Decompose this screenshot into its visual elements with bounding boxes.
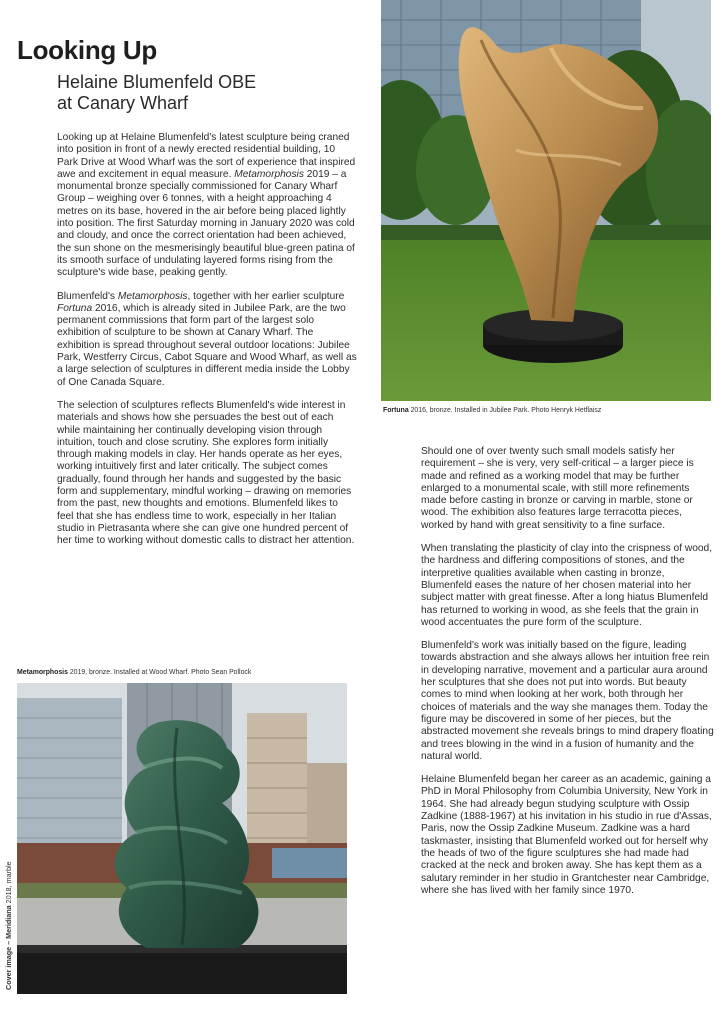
metamorphosis-photo xyxy=(17,683,347,994)
paragraph: When translating the plasticity of clay into the crispness of wood, the hardness and differing compositions of stones, and the interpretive qualities available when casting in bronze, Blumenfeld eases the nature of her chosen material into her subject matter with great finesse. After a long hiatus Blumenfeld has returned to working in wood, as she feels that the grain in wood accentuates the pure form of the sculpture. xyxy=(421,543,713,628)
text-run: 2016, which is already sited in Jubilee Park, are the two permanent commissions that form part of the largest solo exhibition of sculpture to be shown at Canary Wharf. The exhibition is spread throughout several outdoor locations: Jubilee Park, Westferry Circus, Cabot Square and Wood Wharf, as well as a large selection of sculptures in different media inside the Lobby of One Canada Square. xyxy=(57,302,357,388)
text-run: 2019 – a monumental bronze specially commissioned for Canary Wharf Group – weighing over 6 tonnes, with a height approaching 4 metres on its base, hovered in the air before being placed lightly into position. The first Saturday morning in January 2020 was cold and cloudy, and once the correct orientation had been achieved, the sun shone on the mesmerisingly beautiful blue-green patina of its smooth surface of undulating layered forms rising from the sculpture's wide base, peaking gently. xyxy=(57,168,355,279)
caption-text: 2016, bronze. Installed in Jubilee Park. Photo Henryk Hetflaisz xyxy=(408,407,602,414)
subtitle-line-1: Helaine Blumenfeld OBE xyxy=(57,72,257,92)
caption-text: 2018, marble xyxy=(4,861,13,906)
fortuna-photo xyxy=(381,0,711,401)
artwork-title: Fortuna xyxy=(57,302,93,314)
paragraph xyxy=(57,132,357,280)
caption-title: Cover image – Meridiana xyxy=(4,905,13,990)
metamorphosis-caption xyxy=(17,668,251,677)
paragraph: Helaine Blumenfeld began her career as an academic, gaining a PhD in Moral Philosophy from Columbia University, New York in 1964. She had already begun studying sculpture with Ossip Zadkine (1888-1967) at his invitation in his studio in rue d'Assas, Paris, now the Ossip Zadkine Museum. Zadkine was a hard taskmaster, insisting that Blumenfeld worked out for herself why the heads of two of the figure sculptures she had made had cracked at the neck and broken away. She has kept them as a salutary reminder in her studio in Grantchester near Cambridge, where she has lived with her family since 1970. xyxy=(421,774,712,896)
fortuna-caption xyxy=(383,406,601,415)
text-run: , together with her earlier sculpture xyxy=(187,290,345,302)
caption-title: Fortuna xyxy=(383,407,409,414)
artwork-title: Metamorphosis xyxy=(117,290,188,302)
article-subtitle xyxy=(57,72,357,114)
left-text-column xyxy=(57,132,357,559)
right-text-column xyxy=(421,446,717,908)
paragraph: The selection of sculptures reflects Blumenfeld's wide interest in materials and shows how she persuades the best out of each while maintaining her continually developing vision through intuition, touch and close scrutiny. She explores form initially through making models in clay. Her hands operate as her eyes, working intuitively first and later critically. The subject comes gradually, found through her hands and suggested by the basic form and supplementary, mindful working – drawing on memories from the past, new thoughts and emotions. Blumenfeld likes to feel that she has endless time to work, especially in her Italian studio in Pietrasanta where she can give one hundred percent of her time to working without domestic calls to distract her attention. xyxy=(57,399,355,547)
caption-title: Metamorphosis xyxy=(17,669,68,676)
article-title: Looking Up xyxy=(17,35,157,65)
caption-text: 2019, bronze. Installed at Wood Wharf. Photo Sean Pollock xyxy=(67,669,252,676)
paragraph: Should one of over twenty such small models satisfy her requirement – she is very, very self-critical – a larger piece is made and refined as a working model that may be further enlarged to a monumental scale, with still more refinements made before casting in bronze or carving in marble, stone or wood. The exhibition also features large terracotta pieces, worked by hand with great sensitivity to a fine surface. xyxy=(421,446,694,531)
artwork-title: Metamorphosis xyxy=(234,168,304,180)
text-run: Blumenfeld's xyxy=(57,290,118,302)
subtitle-line-2: at Canary Wharf xyxy=(57,93,189,113)
text-run: Looking up at Helaine Blumenfeld's latest sculpture being craned into position in front of a newly erected residential building, 10 Park Drive at Wood Wharf was the sort of experience that inspired awe and excitement in equal measure. xyxy=(57,132,356,180)
paragraph xyxy=(57,291,357,389)
paragraph: Blumenfeld's work was initially based on the figure, leading towards abstraction and she always allows her intuition free rein in developing narrative, movement and a particular aura around her sculptures that she does not put into words. But beauty comes to mind when looking at her work, both through her choices of materials and the way she manages them. Today the figure may be discovered in some of her pieces, but the abstracted movement she reveals brings to mind drapery floating and trees blowing in the wind in a fusion of humanity and the natural world. xyxy=(421,640,714,762)
cover-image-credit xyxy=(4,861,13,990)
